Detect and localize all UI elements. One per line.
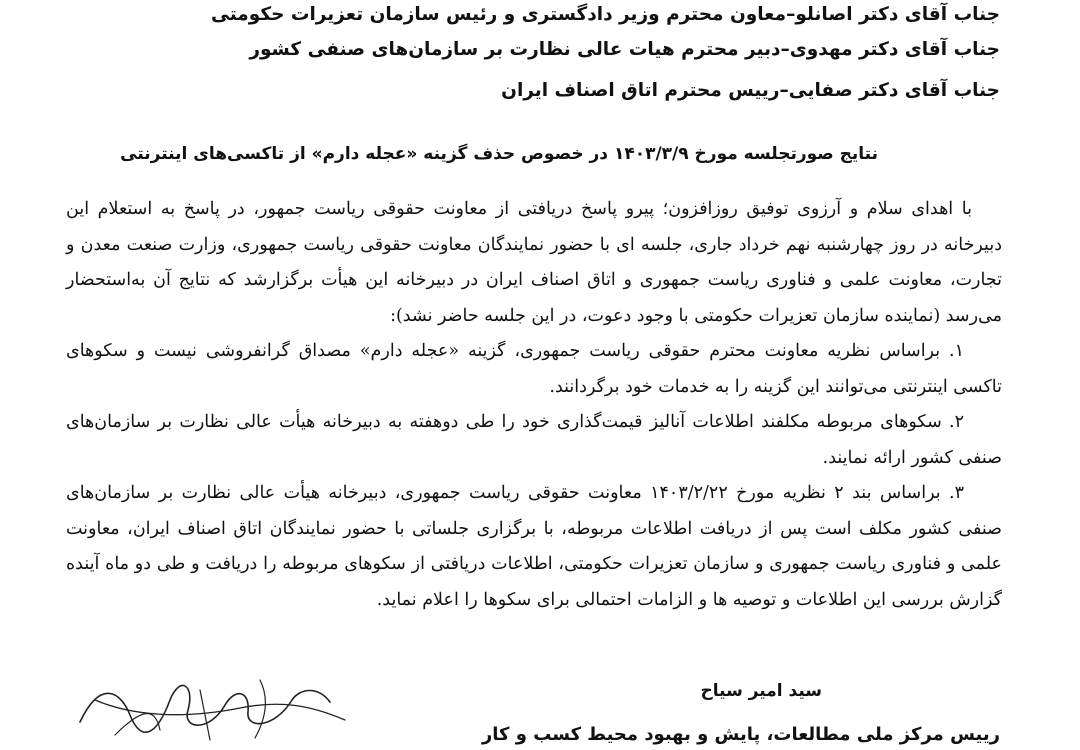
list-item-3: ۳. براساس بند ۲ نظریه مورخ ۱۴۰۳/۲/۲۲ معاونت حقوقی ریاست جمهوری، دبیرخانه هیأت عالی نظارت بر سازمان‌های صنفی کشور مکلف است پس از دریافت اطلاعات مربوطه، با برگزاری جلساتی با حضور نمایندگان اتاق اصناف ایران، معاونت علمی و فناوری ریاست جمهوری و سازمان تعزیرات حکومتی، اطلاعات دریافتی از سکوهای مربوطه را دریافت و طی دو ماه آینده گزارش بررسی این اطلاعات و توصیه ها و الزامات احتمالی برای سکوها را اعلام نماید.	[66, 483, 1002, 610]
signer-title: رییس مرکز ملی مطالعات، پایش و بهبود محیط کسب و کار	[481, 724, 1000, 745]
letter-body	[66, 192, 1002, 618]
signer-name: سید امیر سیاح	[700, 681, 822, 701]
recipient-line-3: جناب آقای دکتر صفایی–رییس محترم اتاق اصناف ایران	[501, 80, 1000, 101]
intro-paragraph: با اهدای سلام و آرزوی توفیق روزافزون؛ پیرو پاسخ دریافتی از معاونت حقوقی ریاست جمهور، در پاسخ به استعلام این دبیرخانه در روز چهارشنبه نهم خرداد جاری، جلسه ای با حضور نمایندگان معاونت حقوقی ریاست جمهوری، وزارت صنعت معدن و تجارت، معاونت علمی و فناوری ریاست جمهوری و اتاق اصناف ایران در دبیرخانه این هیأت برگزارشد که نتایج آن به‌استحضار می‌رسد (نماینده سازمان تعزیرات حکومتی با وجود دعوت، در این جلسه حاضر نشد):	[66, 199, 1002, 326]
handwritten-signature	[60, 660, 360, 750]
list-item-1: ۱. براساس نظریه معاونت محترم حقوقی ریاست جمهوری، گزینه «عجله دارم» مصداق گرانفروشی نیست و سکوهای تاکسی اینترنتی می‌توانند این گزینه را به خدمات خود برگردانند.	[66, 341, 1002, 397]
list-item-2: ۲. سکوهای مربوطه مکلفند اطلاعات آنالیز قیمت‌گذاری خود را طی دوهفته به دبیرخانه هیأت عالی نظارت بر سازمان‌های صنفی کشور ارائه نمایند.	[66, 412, 1002, 468]
recipient-line-2: جناب آقای دکتر مهدوی–دبیر محترم هیات عالی نظارت بر سازمان‌های صنفی کشور	[249, 39, 1000, 60]
letter-subject: نتایج صورتجلسه مورخ ۱۴۰۳/۳/۹ در خصوص حذف گزینه «عجله دارم» از تاکسی‌های اینترنتی	[120, 144, 878, 164]
recipient-line-1: جناب آقای دکتر اصانلو–معاون محترم وزیر دادگستری و رئیس سازمان تعزیرات حکومتی	[211, 4, 1000, 25]
